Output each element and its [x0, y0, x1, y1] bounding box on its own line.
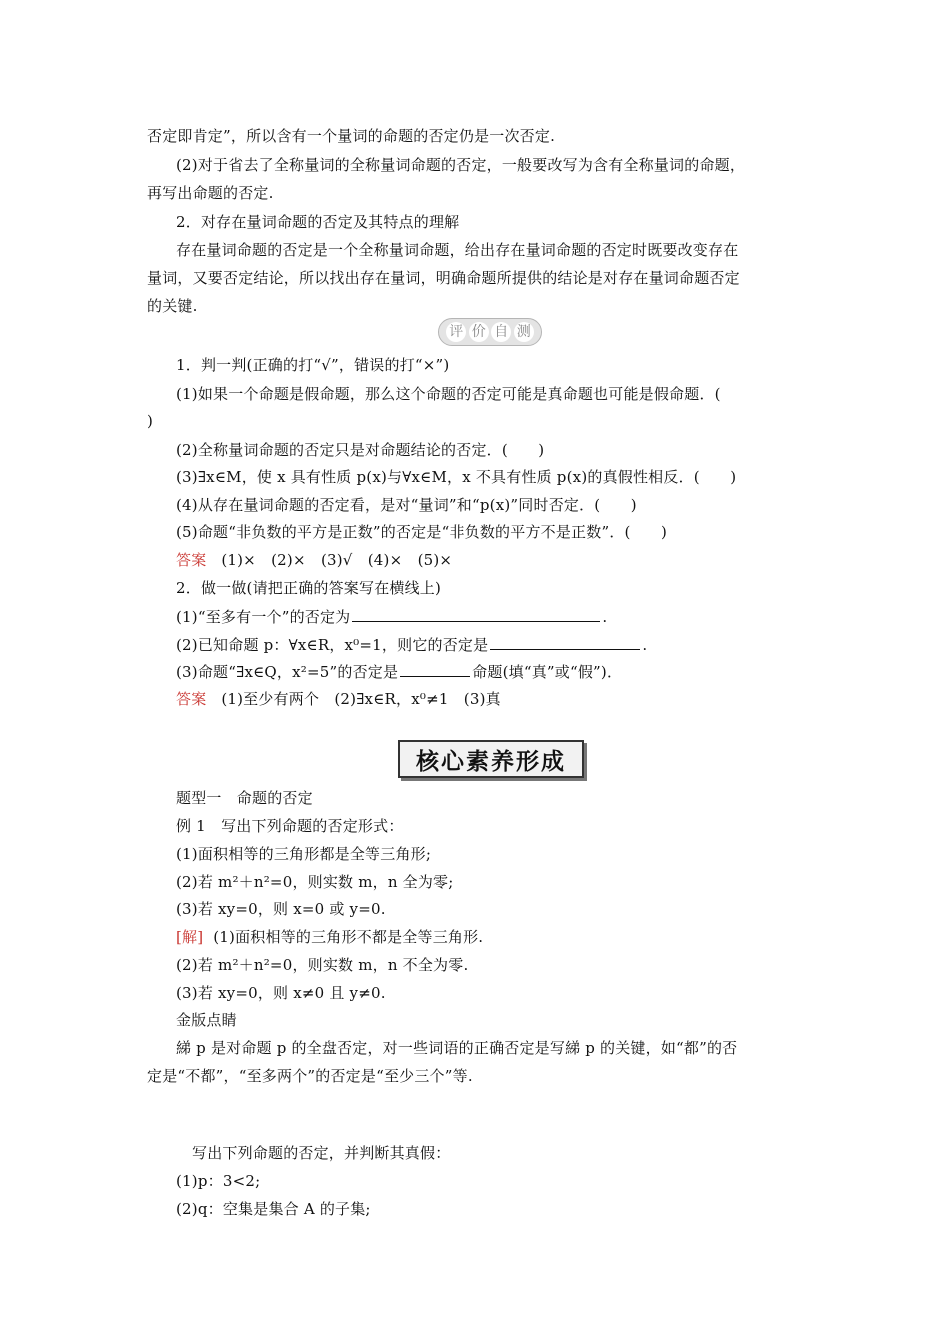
- answer-blank[interactable]: [400, 661, 470, 677]
- banner-char: 评: [446, 322, 466, 342]
- self-test-banner: [438, 318, 542, 346]
- judge-q4: (4)从存在量词命题的否定看，是对“量词”和“p(x)”同时否定．( ): [176, 496, 637, 514]
- answer-label: 答案: [176, 690, 207, 708]
- fill-q2-text: (2)已知命题 p：∀x∈R，x⁰=1，则它的否定是: [176, 636, 489, 654]
- type-heading: 题型一 命题的否定: [176, 789, 313, 807]
- fill-q2-end: .: [642, 636, 648, 654]
- fill-q1-end: .: [602, 608, 608, 626]
- example-item: (2)若 m²＋n²=0，则实数 m，n 全为零;: [176, 873, 454, 891]
- text-line: 再写出命题的否定.: [147, 184, 274, 202]
- text-line: 否定即肯定”，所以含有一个量词的命题的否定仍是一次否定.: [147, 127, 556, 145]
- answer-blank[interactable]: [490, 634, 640, 650]
- example-item: (3)若 xy=0，则 x=0 或 y=0.: [176, 900, 386, 918]
- subheading: 2．对存在量词命题的否定及其特点的理解: [176, 213, 460, 231]
- example-title: 例 1 写出下列命题的否定形式：: [176, 817, 404, 835]
- banner-char: 价: [469, 322, 489, 342]
- answer-text: (1)× (2)× (3)√ (4)× (5)×: [221, 551, 453, 569]
- answer-text: (1)至少有两个 (2)∃x∈R，x⁰≠1 (3)真: [221, 690, 501, 708]
- tip-text: 綈 p 是对命题 p 的全盘否定，对一些词语的正确否定是写綈 p 的关键，如“都”的否: [176, 1039, 738, 1057]
- example-item: (1)面积相等的三角形都是全等三角形;: [176, 845, 432, 863]
- judge-answer: [176, 550, 452, 570]
- fill-q3-end: 命题(填“真”或“假”)．: [472, 663, 623, 681]
- answer-blank[interactable]: [352, 606, 600, 622]
- text-line: 的关键.: [147, 297, 198, 315]
- tip-text: 定是“不都”，“至多两个”的否定是“至少三个”等.: [147, 1067, 473, 1085]
- judge-q2: (2)全称量词命题的否定只是对命题结论的否定．( ): [176, 441, 545, 459]
- solution-item: (2)若 m²＋n²=0，则实数 m，n 不全为零.: [176, 956, 469, 974]
- fill-q3-text: (3)命题“∃x∈Q，x²=5”的否定是: [176, 663, 399, 681]
- answer-label: 答案: [176, 551, 207, 569]
- judge-q5: (5)命题“非负数的平方是正数”的否定是“非负数的平方不是正数”．( ): [176, 523, 668, 541]
- practice-item: (1)p：3<2;: [176, 1172, 261, 1190]
- judge-q1: (1)如果一个命题是假命题，那么这个命题的否定可能是真命题也可能是假命题．(: [176, 385, 721, 403]
- text-line: (2)对于省去了全称量词的全称量词命题的否定，一般要改写为含有全称量词的命题，: [176, 156, 746, 174]
- judge-q3: (3)∃x∈M，使 x 具有性质 p(x)与∀x∈M，x 不具有性质 p(x)的真假性相反．( ): [176, 468, 737, 486]
- fill-answer: [176, 689, 501, 709]
- judge-q1-cont: ): [147, 412, 154, 430]
- practice-item: (2)q：空集是集合 A 的子集;: [176, 1200, 371, 1218]
- fill-q3: [176, 661, 622, 682]
- fill-title: 2．做一做(请把正确的答案写在横线上): [176, 579, 442, 597]
- banner-char: 自: [491, 322, 511, 342]
- fill-q1-text: (1)“至多有一个”的否定为: [176, 608, 351, 626]
- solution-label: [解]: [176, 928, 204, 946]
- solution-item: (3)若 xy=0，则 x≠0 且 y≠0.: [176, 984, 386, 1002]
- banner-char: 测: [514, 322, 534, 342]
- text-line: 存在量词命题的否定是一个全称量词命题，给出存在量词命题的否定时既要改变存在: [176, 241, 739, 259]
- solution-text: (1)面积相等的三角形不都是全等三角形.: [213, 928, 484, 946]
- fill-q2: [176, 634, 647, 655]
- section-title: 核心素养形成: [398, 740, 584, 778]
- solution-line: [176, 927, 483, 947]
- judge-title: 1．判一判(正确的打“√”，错误的打“×”): [176, 356, 450, 374]
- practice-intro: 写出下列命题的否定，并判断其真假：: [192, 1144, 451, 1162]
- tip-title: 金版点睛: [176, 1011, 237, 1029]
- text-line: 量词，又要否定结论，所以找出存在量词，明确命题所提供的结论是对存在量词命题否定: [147, 269, 740, 287]
- fill-q1: [176, 606, 607, 627]
